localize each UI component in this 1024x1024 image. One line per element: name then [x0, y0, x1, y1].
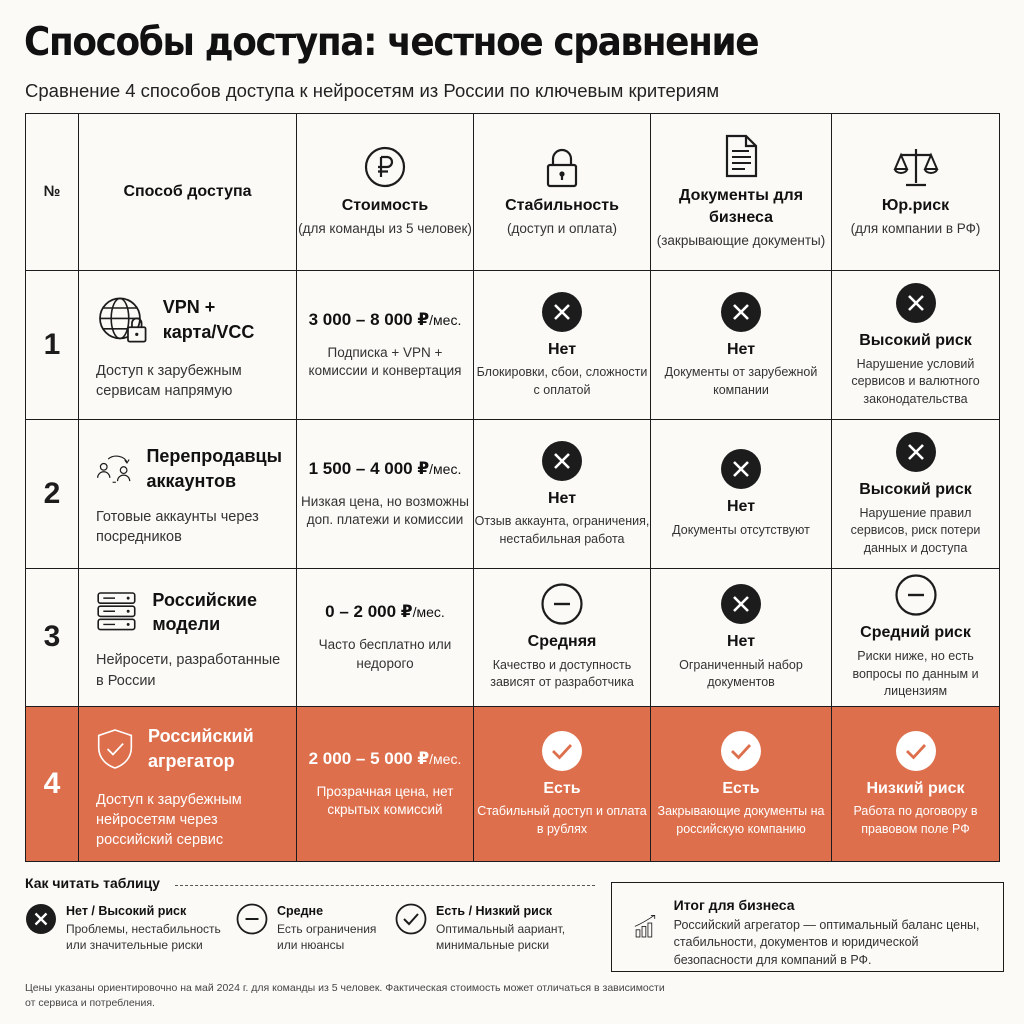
server-icon — [96, 584, 138, 640]
legal-cell: Высокий риск Нарушение правил сервисов, риск потери данных и доступа — [832, 420, 1000, 569]
cross-circle-icon — [25, 903, 57, 935]
method-cell: Перепродавцы аккаунтов Готовые аккаунты через посредников — [79, 420, 297, 569]
method-cell: Российские модели Нейросети, разработанные в России — [79, 569, 297, 707]
cross-circle-icon — [720, 583, 762, 625]
row-number: 4 — [26, 707, 79, 862]
comparison-table — [25, 113, 1000, 862]
check-circle-icon — [895, 730, 937, 772]
table-row — [26, 420, 1000, 569]
header-num: № — [26, 114, 79, 271]
cross-circle-icon — [720, 291, 762, 333]
row-number: 1 — [26, 271, 79, 420]
method-cell: Российский агрегатор Доступ к зарубежным нейросетям через российский сервис — [79, 707, 297, 862]
cross-circle-icon — [895, 282, 937, 324]
legend-item-mid: Средне Есть ограничения или нюансы — [236, 903, 386, 953]
row-number: 2 — [26, 420, 79, 569]
check-circle-icon — [395, 903, 427, 935]
globe-lock-icon — [96, 289, 149, 351]
legend-item-yes: Есть / Низкий риск Оптимальный аариант, минимальные риски — [395, 903, 595, 953]
summary-title: Итог для бизнеса — [673, 897, 795, 913]
method-cell: VPN + карта/VCC Доступ к зарубежным сервисам напрямую — [79, 271, 297, 420]
docs-cell: Нет Документы отсутствуют — [651, 420, 832, 569]
summary-text: Российский агрегатор — оптимальный баланс цены, стабильности, документов и юридической безопасности для компаний в РФ. — [673, 918, 980, 967]
table-row-highlighted — [26, 707, 1000, 862]
header-legal: Юр.риск (для компании в РФ) — [832, 114, 1000, 271]
header-docs: Документы для бизнеса (закрывающие документы) — [651, 114, 832, 271]
docs-cell: Нет Документы от зарубежной компании — [651, 271, 832, 420]
scales-icon — [893, 145, 939, 189]
stability-cell: Нет Отзыв аккаунта, ограничения, нестабильная работа — [474, 420, 651, 569]
legend-divider — [175, 885, 595, 886]
cost-cell: 2 000 – 5 000 ₽/мес. Прозрачная цена, нет скрытых комиссий — [297, 707, 474, 862]
table-header-row — [26, 114, 1000, 271]
header-stability: Стабильность (доступ и оплата) — [474, 114, 651, 271]
stability-cell: Средняя Качество и доступность зависят от разработчика — [474, 569, 651, 707]
cost-cell: 3 000 – 8 000 ₽/мес. Подписка + VPN + комиссии и конвертация — [297, 271, 474, 420]
table-row — [26, 569, 1000, 707]
cross-circle-icon — [541, 291, 583, 333]
page-title: Способы доступа: честное сравнение — [24, 20, 759, 65]
cost-cell: 0 – 2 000 ₽/мес. Часто бесплатно или недорого — [297, 569, 474, 707]
shield-check-icon — [96, 718, 134, 780]
cross-circle-icon — [541, 440, 583, 482]
growth-chart-icon — [634, 897, 658, 955]
cross-circle-icon — [720, 448, 762, 490]
legend-title: Как читать таблицу — [25, 875, 160, 891]
users-exchange-icon — [96, 441, 132, 497]
header-cost: Стоимость (для команды из 5 человек) — [297, 114, 474, 271]
lock-icon — [540, 145, 584, 189]
footnote: Цены указаны ориентировочно на май 2024 г. для команды из 5 человек. Фактическая стоимость может отличаться в зависимости от сервиса и потребления. — [25, 982, 665, 1009]
legal-cell: Высокий риск Нарушение условий сервисов и валютного законодательства — [832, 271, 1000, 420]
docs-cell: Нет Ограниченный набор документов — [651, 569, 832, 707]
cost-cell: 1 500 – 4 000 ₽/мес. Низкая цена, но возможны доп. платежи и комиссии — [297, 420, 474, 569]
docs-cell: Есть Закрывающие документы на российскую компанию — [651, 707, 832, 862]
page-subtitle: Сравнение 4 способов доступа к нейросетям из России по ключевым критериям — [25, 80, 720, 101]
stability-cell: Есть Стабильный доступ и оплата в рублях — [474, 707, 651, 862]
legal-cell: Средний риск Риски ниже, но есть вопросы по данным и лицензиям — [832, 569, 1000, 707]
document-icon — [719, 133, 763, 179]
summary-box — [611, 882, 1004, 972]
stability-cell: Нет Блокировки, сбои, сложности с оплатой — [474, 271, 651, 420]
table-row — [26, 271, 1000, 420]
cross-circle-icon — [895, 431, 937, 473]
minus-circle-icon — [541, 583, 583, 625]
minus-circle-icon — [895, 574, 937, 616]
ruble-icon — [363, 145, 407, 189]
legend-item-no: Нет / Высокий риск Проблемы, нестабильность или значительные риски — [25, 903, 225, 953]
row-number: 3 — [26, 569, 79, 707]
check-circle-icon — [720, 730, 762, 772]
legal-cell: Низкий риск Работа по договору в правовом поле РФ — [832, 707, 1000, 862]
header-method: Способ доступа — [79, 114, 297, 271]
minus-circle-icon — [236, 903, 268, 935]
check-circle-icon — [541, 730, 583, 772]
